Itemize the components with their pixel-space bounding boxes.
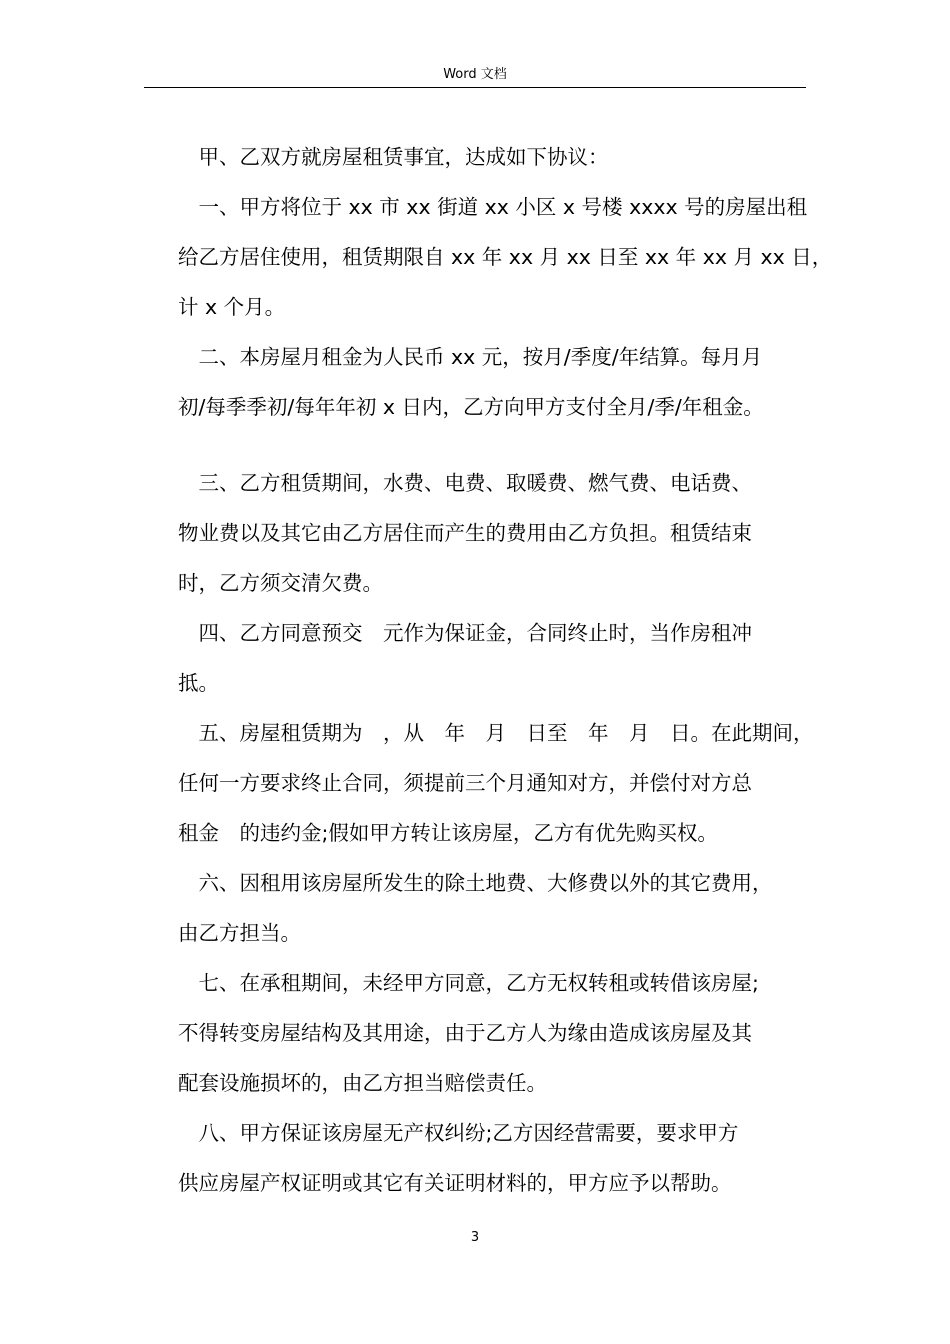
paragraph-gap (178, 432, 814, 458)
body-line: 三、乙方租赁期间，水费、电费、取暖费、燃气费、电话费、 (178, 471, 752, 495)
document-header-label: Word 文档 (443, 67, 507, 82)
body-line: 抵。 (178, 671, 219, 695)
body-line: 供应房屋产权证明或其它有关证明材料的，甲方应予以帮助。 (178, 1171, 732, 1195)
body-line: 任何一方要求终止合同，须提前三个月通知对方，并偿付对方总 (178, 771, 752, 795)
body-line: 二、本房屋月租金为人民币 xx 元，按月/季度/年结算。每月月 (178, 345, 763, 369)
document-body (178, 132, 833, 1208)
body-line: 初/每季季初/每年年初 x 日内，乙方向甲方支付全月/季/年租金。 (178, 395, 764, 419)
body-line: 七、在承租期间，未经甲方同意，乙方无权转租或转借该房屋; (178, 971, 759, 995)
body-line: 八、甲方保证该房屋无产权纠纷;乙方因经营需要，要求甲方 (178, 1121, 739, 1145)
body-line: 五、房屋租赁期为 ，从 年 月 日至 年 月 日。在此期间， (178, 721, 814, 745)
body-line: 计 x 个月。 (178, 295, 286, 319)
body-line: 租金 的违约金;假如甲方转让该房屋，乙方有优先购买权。 (178, 821, 718, 845)
header-divider (144, 87, 806, 88)
body-line: 配套设施损坏的，由乙方担当赔偿责任。 (178, 1071, 547, 1095)
body-line: 由乙方担当。 (178, 921, 301, 945)
body-line: 一、甲方将位于 xx 市 xx 街道 xx 小区 x 号楼 xxxx 号的房屋出租 (178, 195, 808, 219)
body-line: 六、因租用该房屋所发生的除土地费、大修费以外的其它费用， (178, 871, 773, 895)
body-line: 时，乙方须交清欠费。 (178, 571, 383, 595)
body-line: 物业费以及其它由乙方居住而产生的费用由乙方负担。租赁结束 (178, 521, 752, 545)
page-number: 3 (470, 1230, 480, 1245)
body-line: 给乙方居住使用，租赁期限自 xx 年 xx 月 xx 日至 xx 年 xx 月 xx 日， (178, 245, 833, 269)
body-line: 不得转变房屋结构及其用途，由于乙方人为缘由造成该房屋及其 (178, 1021, 752, 1045)
body-line: 四、乙方同意预交 元作为保证金，合同终止时，当作房租冲 (178, 621, 752, 645)
body-line: 甲、乙双方就房屋租赁事宜，达成如下协议： (178, 145, 609, 169)
